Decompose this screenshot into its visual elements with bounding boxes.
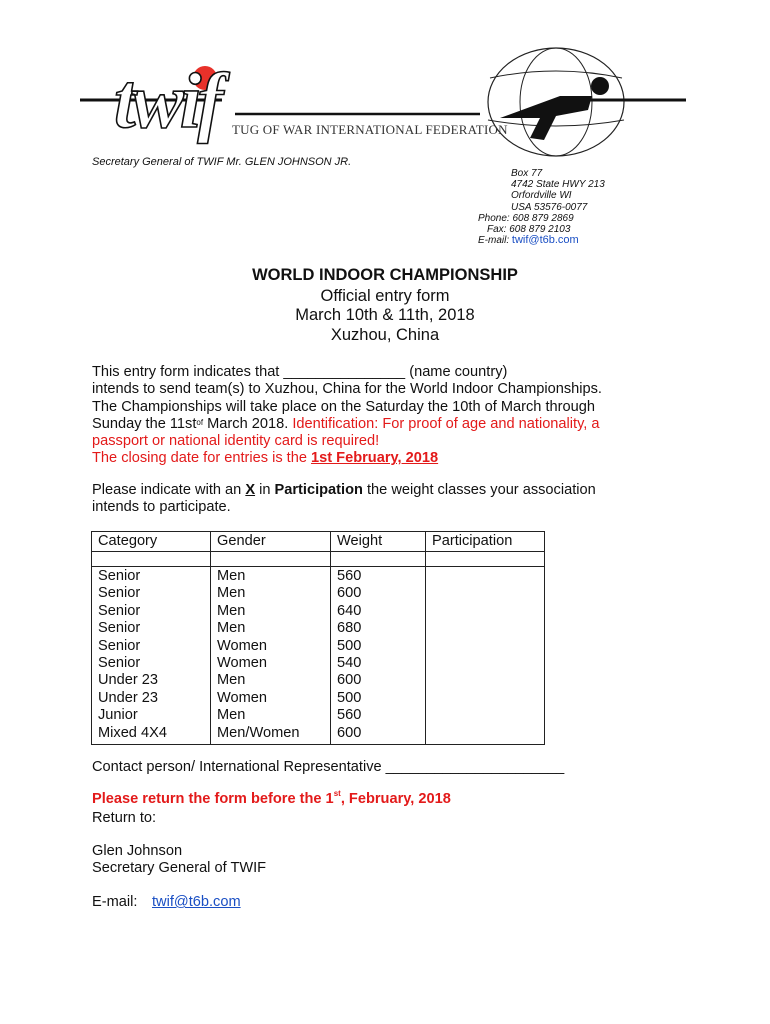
participation-cell[interactable] [432, 638, 538, 655]
table-cell-category: Senior [98, 655, 141, 672]
table-cell-gender: Men [217, 585, 246, 602]
address-email-label: E-mail: [478, 235, 510, 247]
participation-cell[interactable] [432, 725, 538, 742]
participation-cell[interactable] [432, 707, 538, 724]
header-gender: Gender [211, 532, 331, 552]
table-cell-weight: 600 [337, 672, 362, 689]
logo-globe-parallel-2 [488, 120, 624, 126]
table-cell-gender: Men [217, 620, 246, 637]
address-phone: Phone: 608 879 2869 [478, 212, 574, 224]
address-email-row [478, 235, 678, 246]
participation-cell[interactable] [432, 690, 538, 707]
table-cell-weight: 600 [337, 585, 362, 602]
address-box: Box 77 [511, 168, 543, 179]
form-subtitle: Official entry form [320, 287, 450, 305]
intro-line-1: This entry form indicates that _______________ (name country) [92, 364, 508, 380]
table-cell-category: Senior [98, 585, 141, 602]
table-cell-gender: Women [217, 689, 268, 706]
table-cell-weight: 560 [337, 568, 362, 584]
category-column [92, 567, 211, 745]
participation-cell[interactable] [432, 620, 538, 637]
closing-date-line [92, 450, 652, 467]
intro-ordinal-sup: of [196, 417, 204, 427]
table-cell-weight: 600 [337, 724, 362, 741]
weight-class-table [91, 531, 545, 745]
address-email-link[interactable]: twif@t6b.com [511, 234, 579, 247]
weight-column [331, 567, 426, 745]
table-cell-weight: 640 [337, 602, 362, 619]
instr-mid: in [255, 482, 275, 498]
participation-cell[interactable] [432, 585, 538, 602]
table-cell-category: Junior [98, 707, 138, 724]
intro-line-3: The Championships will take place on the Saturday the 10th of March through [92, 398, 595, 415]
table-cell-gender: Men/Women [217, 724, 300, 741]
table-cell-category: Senior [98, 620, 141, 637]
address-fax: Fax: 608 879 2103 [487, 224, 571, 236]
gender-column [211, 567, 331, 745]
logo-puller-head [591, 77, 609, 95]
identification-notice-2: passport or national identity card is required! [92, 433, 380, 450]
address-city: Orfordville WI [511, 190, 572, 202]
table-cell-gender: Men [217, 602, 246, 619]
participation-cell[interactable] [432, 655, 538, 672]
recipient-role: Secretary General of TWIF [92, 860, 267, 876]
table-cell-gender: Men [217, 568, 246, 584]
federation-name: TUG OF WAR INTERNATIONAL FEDERATION [232, 122, 508, 137]
logo-puller-body [500, 96, 592, 140]
contact-person-line: Contact person/ International Representative ______________________ [92, 759, 565, 775]
closing-date: 1st February, 2018 [311, 450, 439, 467]
footer-email-label: E-mail: [92, 894, 138, 910]
table-cell-category: Senior [98, 637, 141, 654]
instr-pre: Please indicate with an [92, 482, 246, 498]
identification-notice: Identification: For proof of age and nationality, a [292, 415, 600, 432]
table-spacer-row [92, 552, 545, 567]
instructions-line-1 [92, 482, 652, 499]
footer-email-link[interactable]: twif@t6b.com [152, 894, 241, 910]
address-block [478, 168, 678, 246]
table-cell-weight: 500 [337, 637, 362, 654]
table-cell-weight: 540 [337, 655, 362, 672]
table-cell-category: Mixed 4X4 [98, 724, 167, 741]
participation-blank-spacer[interactable] [426, 552, 545, 567]
table-cell-gender: Men [217, 672, 246, 689]
logo-wordmark: twif [114, 57, 220, 144]
instr-x: X [245, 482, 256, 498]
address-country: USA 53576-0077 [511, 201, 588, 213]
page-title: WORLD INDOOR CHAMPIONSHIP [252, 266, 518, 284]
table-cell-gender: Women [217, 655, 268, 672]
table-cell-category: Senior [98, 602, 141, 619]
instructions-line-2: intends to participate. [92, 499, 231, 516]
return-to-label: Return to: [92, 810, 157, 826]
instr-participation: Participation [274, 482, 363, 498]
recipient-name: Glen Johnson [92, 843, 183, 859]
table-cell-weight: 500 [337, 689, 362, 706]
intro-line-4a: Sunday the 11st [92, 415, 197, 432]
table-cell-gender: Women [217, 637, 268, 654]
return-deadline-sup: st [333, 789, 341, 798]
table-cell-category: Under 23 [98, 672, 159, 689]
secretary-line: Secretary General of TWIF Mr. GLEN JOHNSON JR. [92, 156, 352, 168]
table-body-row [92, 567, 545, 745]
table-cell-category: Senior [98, 568, 141, 584]
table-cell-weight: 680 [337, 620, 362, 637]
header-weight: Weight [331, 532, 426, 552]
intro-line-2: intends to send team(s) to Xuzhou, China for the World Indoor Championships. [92, 381, 602, 398]
return-deadline [92, 791, 451, 807]
instr-post: the weight classes your association [362, 482, 596, 498]
event-dates: March 10th & 11th, 2018 [295, 306, 475, 324]
return-deadline-pre: Please return the form before the 1 [92, 791, 334, 807]
instructions [92, 482, 652, 517]
table-cell-weight: 560 [337, 707, 362, 724]
table-cell-category: Under 23 [98, 689, 159, 706]
intro-line-4b: March 2018. [203, 415, 293, 432]
closing-date-prefix: The closing date for entries is the [92, 450, 312, 467]
participation-cell[interactable] [432, 568, 538, 585]
header-category: Category [92, 532, 211, 552]
return-deadline-post: , February, 2018 [340, 791, 451, 807]
participation-column [426, 567, 545, 745]
intro-paragraph [92, 364, 652, 468]
participation-cell[interactable] [432, 672, 538, 689]
table-header-row [92, 532, 545, 552]
table-cell-gender: Men [217, 707, 246, 724]
participation-cell[interactable] [432, 603, 538, 620]
header-participation: Participation [426, 532, 545, 552]
event-location: Xuzhou, China [330, 326, 440, 344]
address-street: 4742 State HWY 213 [511, 179, 605, 191]
logo-globe-parallel-1 [490, 71, 622, 78]
intro-line-4 [92, 416, 652, 433]
